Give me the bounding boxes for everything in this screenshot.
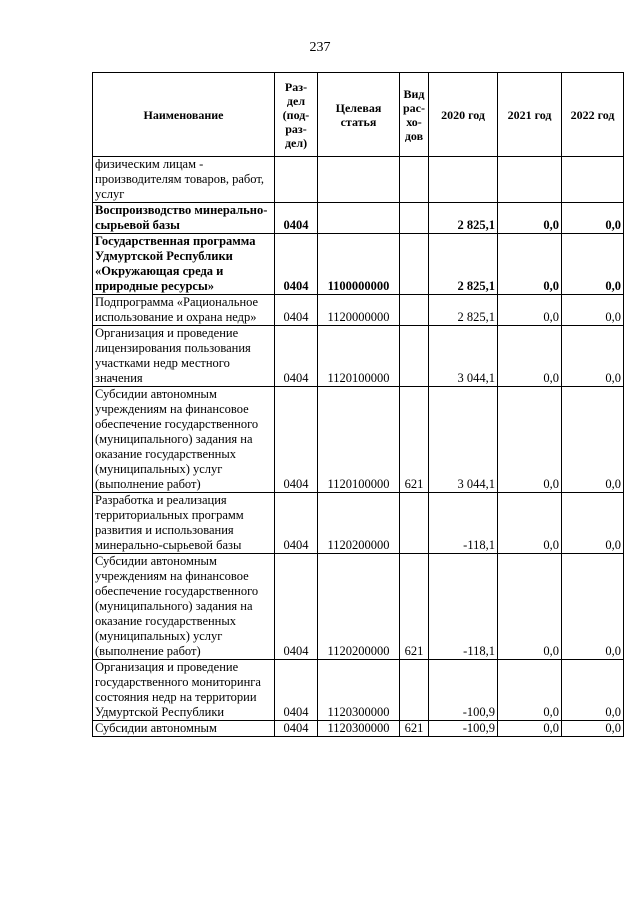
cell-target: 1120300000: [318, 660, 400, 721]
table-row: [93, 234, 624, 295]
cell-target: [318, 157, 400, 203]
cell-section: 0404: [275, 203, 318, 234]
table-row: [93, 660, 624, 721]
cell-2022: 0,0: [562, 387, 624, 493]
cell-name: Воспроизводство минерально-сырьевой базы: [93, 203, 275, 234]
cell-section: 0404: [275, 554, 318, 660]
table-row: [93, 554, 624, 660]
cell-target: 1120100000: [318, 387, 400, 493]
cell-2021: 0,0: [498, 493, 562, 554]
table-row: [93, 203, 624, 234]
cell-2020: 3 044,1: [429, 326, 498, 387]
cell-2020: 2 825,1: [429, 203, 498, 234]
cell-section: 0404: [275, 660, 318, 721]
cell-2020: -100,9: [429, 721, 498, 737]
cell-expense: [400, 203, 429, 234]
cell-section: [275, 157, 318, 203]
cell-2022: 0,0: [562, 203, 624, 234]
cell-2020: -100,9: [429, 660, 498, 721]
cell-2021: 0,0: [498, 295, 562, 326]
cell-2021: 0,0: [498, 326, 562, 387]
cell-target: 1120200000: [318, 554, 400, 660]
cell-2021: 0,0: [498, 234, 562, 295]
cell-target: 1120100000: [318, 326, 400, 387]
table-header-row: [93, 73, 624, 157]
cell-2021: 0,0: [498, 721, 562, 737]
cell-name: Субсидии автономным учреждениям на финансовое обеспечение государственного (муниципального) задания на оказание государственных (муниципальных) услуг (выполнение работ): [93, 387, 275, 493]
cell-name: Подпрограмма «Рациональное использование и охрана недр»: [93, 295, 275, 326]
table-row: [93, 295, 624, 326]
cell-2020: 2 825,1: [429, 234, 498, 295]
cell-expense: [400, 157, 429, 203]
cell-name: Организация и проведение лицензирования пользования участками недр местного значения: [93, 326, 275, 387]
cell-name: Субсидии автономным: [93, 721, 275, 737]
cell-expense: 621: [400, 387, 429, 493]
cell-2022: [562, 157, 624, 203]
cell-name: физическим лицам - производителям товаров, работ, услуг: [93, 157, 275, 203]
cell-2022: 0,0: [562, 295, 624, 326]
cell-2020: 3 044,1: [429, 387, 498, 493]
header-2022: 2022 год: [562, 73, 624, 157]
header-2021: 2021 год: [498, 73, 562, 157]
cell-name: Организация и проведение государственного мониторинга состояния недр на территории Удмуртской Республики: [93, 660, 275, 721]
cell-2021: [498, 157, 562, 203]
cell-2020: -118,1: [429, 554, 498, 660]
cell-expense: [400, 493, 429, 554]
cell-2022: 0,0: [562, 721, 624, 737]
cell-2020: -118,1: [429, 493, 498, 554]
cell-section: 0404: [275, 234, 318, 295]
cell-2021: 0,0: [498, 660, 562, 721]
cell-target: 1100000000: [318, 234, 400, 295]
cell-2020: [429, 157, 498, 203]
table-row: [93, 493, 624, 554]
header-2020: 2020 год: [429, 73, 498, 157]
cell-name: Субсидии автономным учреждениям на финансовое обеспечение государственного (муниципального) задания на оказание государственных (муниципальных) услуг (выполнение работ): [93, 554, 275, 660]
table-row: [93, 157, 624, 203]
cell-target: 1120300000: [318, 721, 400, 737]
table-row: [93, 326, 624, 387]
cell-2021: 0,0: [498, 203, 562, 234]
cell-2022: 0,0: [562, 660, 624, 721]
cell-2020: 2 825,1: [429, 295, 498, 326]
cell-section: 0404: [275, 326, 318, 387]
cell-section: 0404: [275, 295, 318, 326]
table-row: [93, 721, 624, 737]
header-section: Раз-дел (под-раз-дел): [275, 73, 318, 157]
cell-name: Разработка и реализация территориальных программ развития и использования минерально-сырьевой базы: [93, 493, 275, 554]
cell-section: 0404: [275, 387, 318, 493]
cell-expense: [400, 234, 429, 295]
cell-section: 0404: [275, 721, 318, 737]
header-target: Целевая статья: [318, 73, 400, 157]
budget-table: [92, 72, 624, 737]
cell-2022: 0,0: [562, 234, 624, 295]
header-name: Наименование: [93, 73, 275, 157]
table-row: [93, 387, 624, 493]
page-number: 237: [309, 40, 331, 55]
cell-expense: [400, 295, 429, 326]
cell-expense: 621: [400, 721, 429, 737]
cell-expense: [400, 660, 429, 721]
cell-name: Государственная программа Удмуртской Республики «Окружающая среда и природные ресурсы»: [93, 234, 275, 295]
header-expense: Вид рас-хо-дов: [400, 73, 429, 157]
cell-target: 1120200000: [318, 493, 400, 554]
cell-expense: [400, 326, 429, 387]
cell-target: [318, 203, 400, 234]
cell-expense: 621: [400, 554, 429, 660]
cell-section: 0404: [275, 493, 318, 554]
cell-2022: 0,0: [562, 493, 624, 554]
cell-2022: 0,0: [562, 554, 624, 660]
cell-2021: 0,0: [498, 554, 562, 660]
cell-target: 1120000000: [318, 295, 400, 326]
cell-2022: 0,0: [562, 326, 624, 387]
cell-2021: 0,0: [498, 387, 562, 493]
